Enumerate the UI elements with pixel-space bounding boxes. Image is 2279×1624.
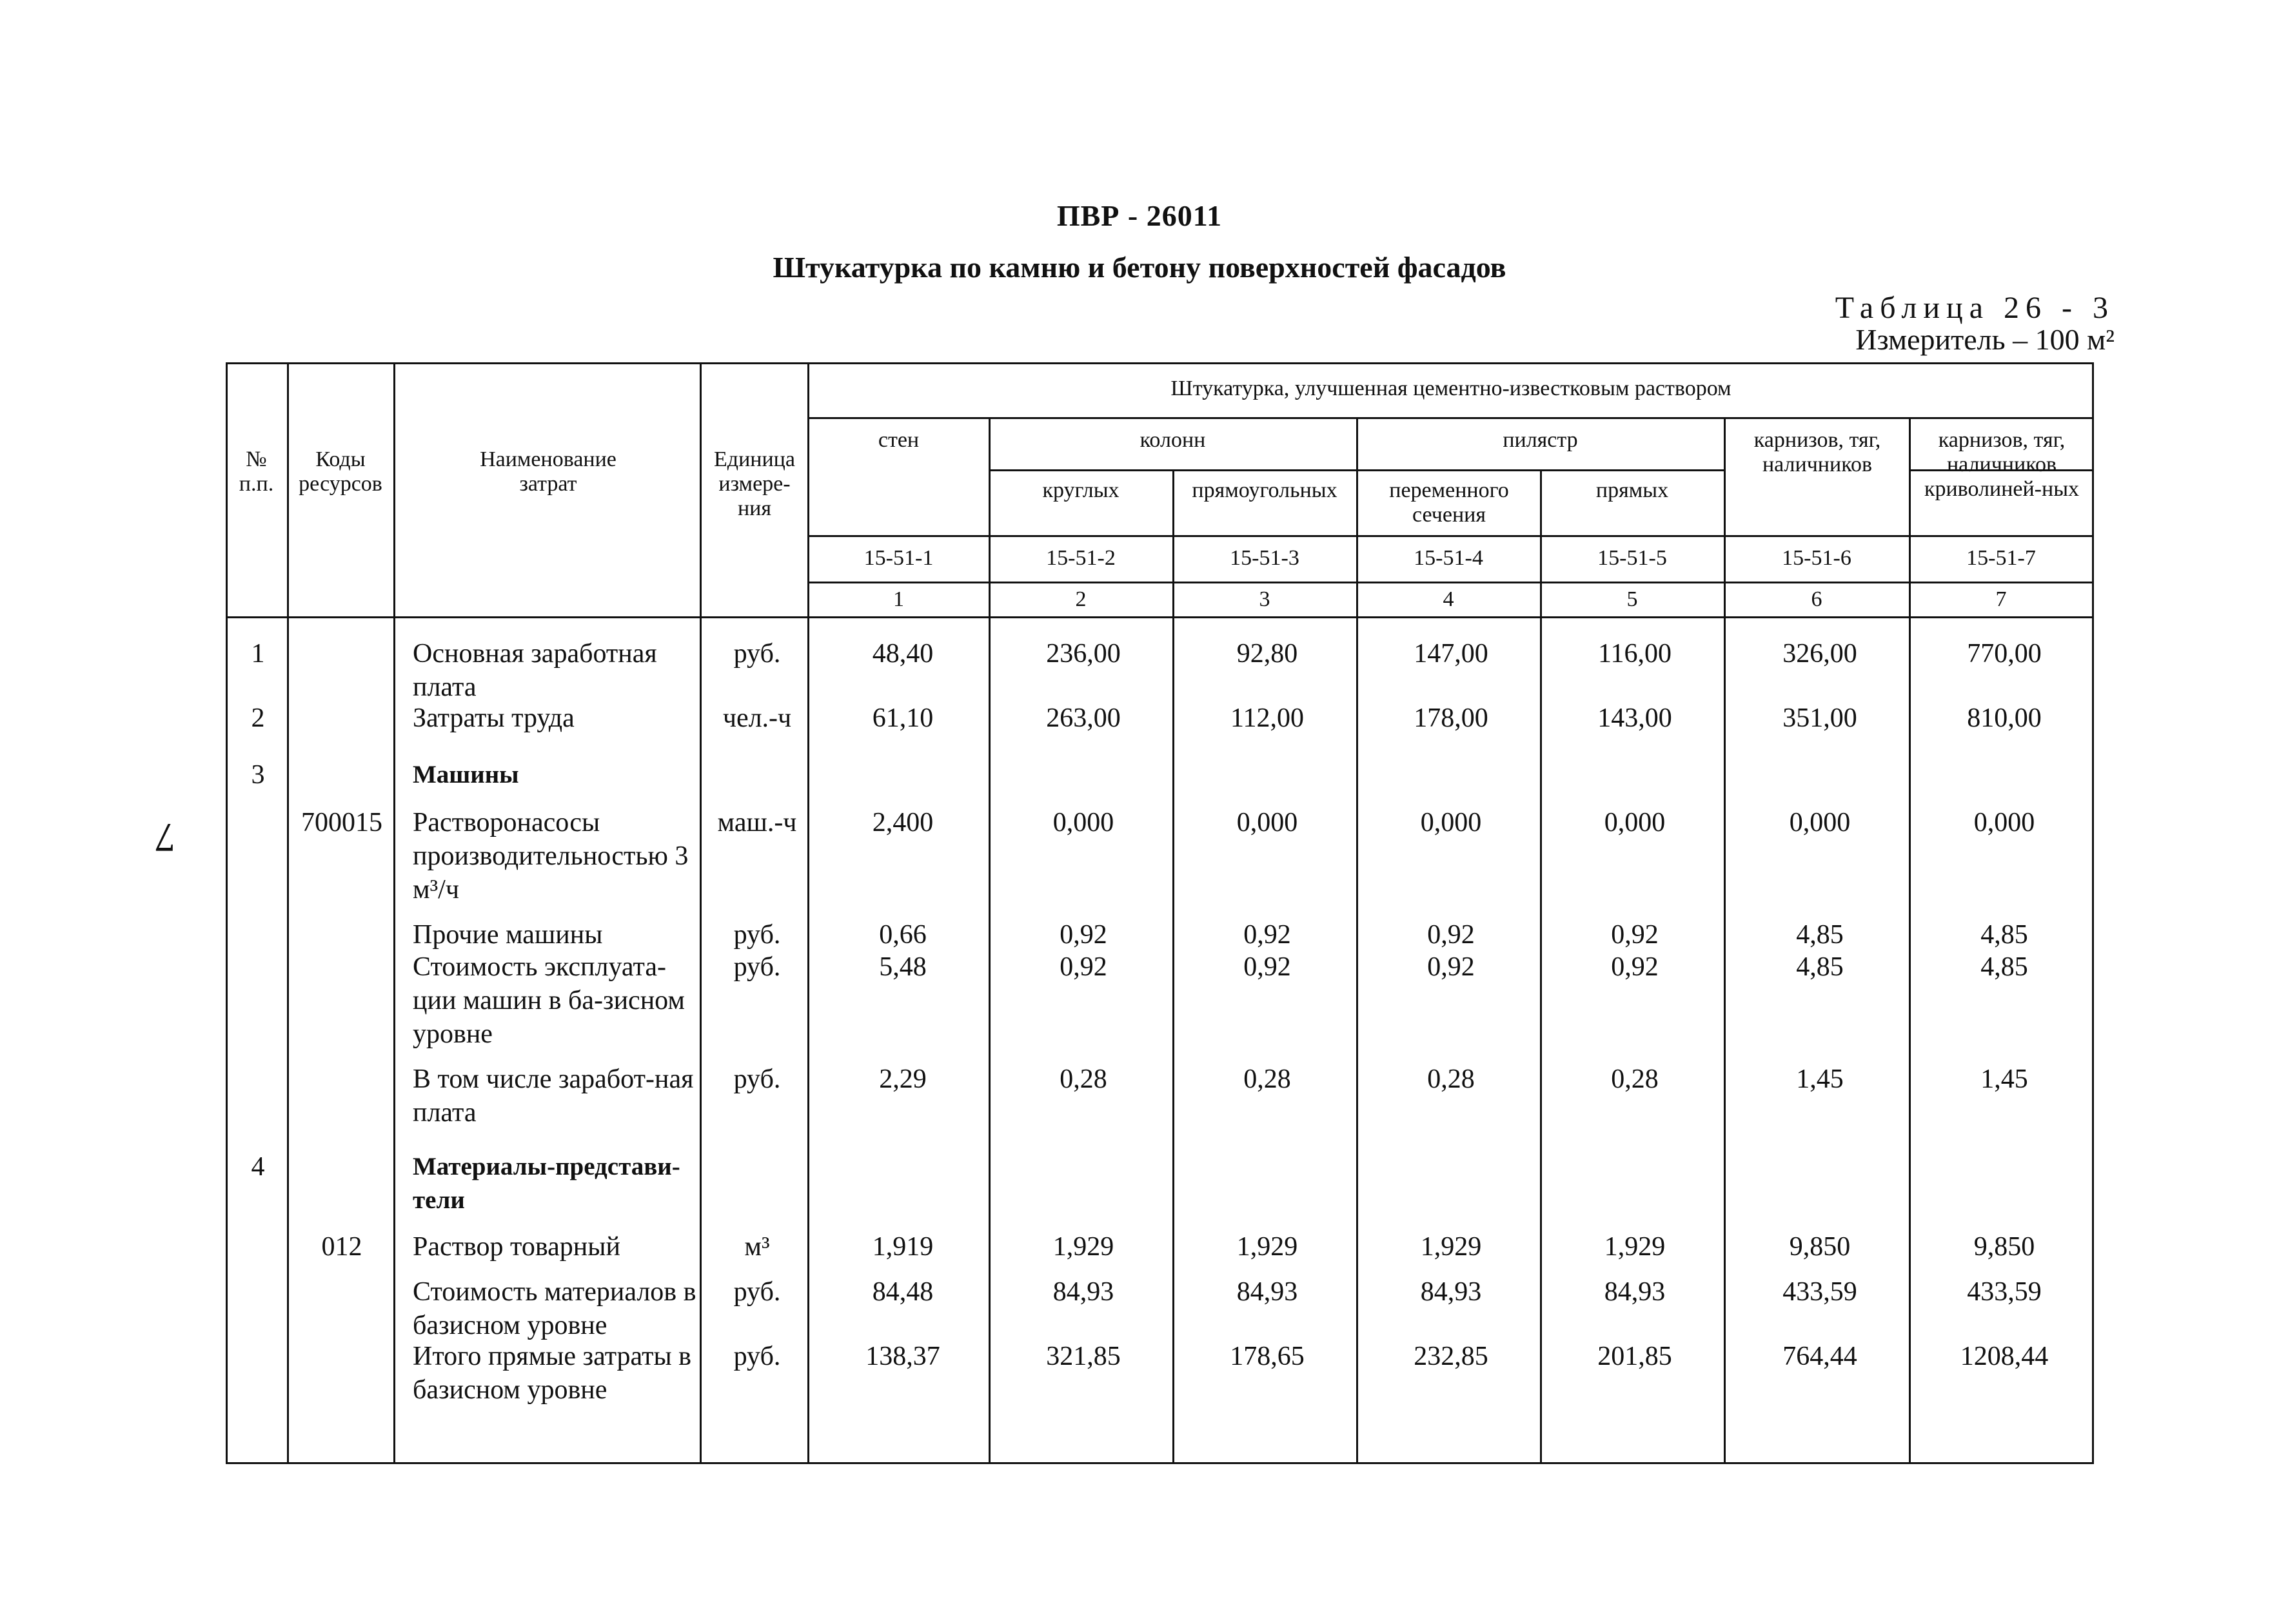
num-cell-3: 3 (1259, 587, 1270, 611)
value-cell: 0,000 (1420, 808, 1482, 837)
code-cell-1: 15-51-1 (863, 546, 934, 570)
resource-code: 700015 (301, 808, 382, 837)
num-cell-6: 6 (1811, 587, 1822, 611)
value-cell: 0,000 (1604, 808, 1666, 837)
value-cell: 1,929 (1052, 1232, 1114, 1262)
value-cell: 0,92 (1060, 920, 1107, 950)
value-cell: 178,65 (1230, 1342, 1305, 1371)
value-cell: 84,48 (872, 1277, 934, 1307)
value-cell: 0,28 (1611, 1064, 1659, 1094)
value-cell: 0,28 (1427, 1064, 1475, 1094)
header-steny: стен (878, 428, 920, 452)
value-cell: 1,45 (1796, 1064, 1844, 1094)
value-cell: 0,92 (1427, 952, 1475, 982)
unit: руб. (733, 1277, 781, 1307)
code-cell-2: 15-51-2 (1046, 546, 1116, 570)
value-cell: 351,00 (1782, 703, 1857, 733)
value-cell: 236,00 (1046, 639, 1121, 669)
value-cell: 147,00 (1414, 639, 1488, 669)
value-cell: 1208,44 (1960, 1342, 2049, 1371)
code-cell-7: 15-51-7 (1966, 546, 2036, 570)
value-cell: 0,000 (1789, 808, 1851, 837)
header-kruglyh: круглых (1042, 478, 1120, 502)
row-number: 1 (251, 639, 265, 669)
document-title: Штукатурка по камню и бетону поверхностей фасадов (773, 251, 1506, 284)
header-pryamyh: прямых (1595, 478, 1669, 502)
cost-name: Затраты труда (413, 703, 575, 733)
header-kolonn: колонн (1140, 428, 1206, 452)
value-cell: 0,92 (1427, 920, 1475, 950)
row-number: 3 (251, 760, 265, 790)
header-karnizov: карнизов, тяг, наличников (1753, 428, 1881, 476)
cost-name: Стоимость материалов в базисном уровне (413, 1277, 696, 1340)
value-cell: 263,00 (1046, 703, 1121, 733)
value-cell: 4,85 (1796, 952, 1844, 982)
value-cell: 1,919 (872, 1232, 934, 1262)
num-cell-5: 5 (1626, 587, 1638, 611)
measure-unit: Измеритель – 100 м² (1855, 323, 2115, 356)
value-cell: 112,00 (1230, 703, 1304, 733)
value-cell: 0,28 (1060, 1064, 1107, 1094)
table-number: Таблица 26 - 3 (1835, 291, 2115, 325)
cost-name: Основная заработная плата (413, 639, 657, 702)
value-cell: 0,28 (1243, 1064, 1291, 1094)
value-cell: 0,92 (1243, 952, 1291, 982)
value-cell: 178,00 (1414, 703, 1488, 733)
value-cell: 764,44 (1782, 1342, 1857, 1371)
value-cell: 1,929 (1604, 1232, 1666, 1262)
value-cell: 1,929 (1420, 1232, 1482, 1262)
cost-name: Растворонасосы производительностью 3 м³/ч (413, 808, 689, 905)
value-cell: 770,00 (1967, 639, 2042, 669)
code-cell-6: 15-51-6 (1782, 546, 1851, 570)
value-cell: 326,00 (1782, 639, 1857, 669)
code-cell-4: 15-51-4 (1414, 546, 1483, 570)
header-pryamoug: прямоугольных (1192, 478, 1337, 502)
header-codes: Коды ресурсов (299, 447, 382, 496)
value-cell: 232,85 (1414, 1342, 1488, 1371)
num-cell-7: 7 (1995, 587, 2007, 611)
unit: руб. (733, 920, 781, 950)
cost-name: Прочие машины (413, 920, 603, 950)
value-cell: 138,37 (865, 1342, 940, 1371)
value-cell: 0,92 (1611, 952, 1659, 982)
row-number: 2 (251, 703, 265, 733)
value-cell: 2,29 (879, 1064, 927, 1094)
value-cell: 61,10 (872, 703, 934, 733)
unit: руб. (733, 639, 781, 669)
unit: руб. (733, 1064, 781, 1094)
header-karnizov-kriv: карнизов, тяг, наличников криволиней-ных (1924, 428, 2080, 501)
value-cell: 9,850 (1789, 1232, 1851, 1262)
value-cell: 84,93 (1604, 1277, 1666, 1307)
unit: м³ (744, 1232, 770, 1262)
value-cell: 2,400 (872, 808, 934, 837)
value-cell: 143,00 (1597, 703, 1672, 733)
value-cell: 9,850 (1973, 1232, 2035, 1262)
value-cell: 5,48 (879, 952, 927, 982)
code-cell-3: 15-51-3 (1230, 546, 1299, 570)
value-cell: 84,93 (1236, 1277, 1298, 1307)
unit: маш.-ч (717, 808, 797, 837)
value-cell: 92,80 (1236, 639, 1298, 669)
num-cell-1: 1 (893, 587, 904, 611)
value-cell: 0,92 (1611, 920, 1659, 950)
value-cell: 1,45 (1980, 1064, 2028, 1094)
header-pilyastr: пилястр (1503, 428, 1578, 452)
header-unit: Единица измере-ния (714, 447, 795, 520)
value-cell: 0,92 (1060, 952, 1107, 982)
cost-name: Материалы-представи-тели (413, 1153, 680, 1214)
unit: руб. (733, 952, 781, 982)
num-cell-4: 4 (1443, 587, 1454, 611)
value-cell: 4,85 (1980, 952, 2028, 982)
cost-name: Машины (413, 761, 519, 788)
value-cell: 4,85 (1796, 920, 1844, 950)
header-name: Наименование затрат (480, 447, 617, 496)
num-cell-2: 2 (1075, 587, 1087, 611)
unit: чел.-ч (722, 703, 792, 733)
value-cell: 201,85 (1597, 1342, 1672, 1371)
row-number: 4 (251, 1152, 265, 1182)
unit: руб. (733, 1342, 781, 1371)
document-code: ПВР - 26011 (1056, 199, 1223, 232)
value-cell: 48,40 (872, 639, 934, 669)
value-cell: 1,929 (1236, 1232, 1298, 1262)
value-cell: 0,92 (1243, 920, 1291, 950)
value-cell: 0,000 (1973, 808, 2035, 837)
value-cell: 0,66 (879, 920, 927, 950)
cost-name: Стоимость эксплуата-ции машин в ба-зисном уровне (413, 952, 685, 1049)
cost-name: В том числе заработ-ная плата (413, 1064, 694, 1128)
value-cell: 321,85 (1046, 1342, 1121, 1371)
cost-name: Раствор товарный (413, 1232, 620, 1262)
value-cell: 84,93 (1052, 1277, 1114, 1307)
value-cell: 433,59 (1967, 1277, 2042, 1307)
value-cell: 0,000 (1236, 808, 1298, 837)
value-cell: 116,00 (1598, 639, 1672, 669)
value-cell: 810,00 (1967, 703, 2042, 733)
header-pp: № п.п. (239, 447, 274, 496)
cost-name: Итого прямые затраты в базисном уровне (413, 1342, 692, 1405)
value-cell: 0,000 (1052, 808, 1114, 837)
code-cell-5: 15-51-5 (1597, 546, 1667, 570)
header-group: Штукатурка, улучшенная цементно-известковым раствором (1170, 377, 1731, 400)
value-cell: 4,85 (1980, 920, 2028, 950)
value-cell: 433,59 (1782, 1277, 1857, 1307)
resource-code: 012 (321, 1232, 362, 1262)
page-mark: 7 (155, 815, 175, 861)
value-cell: 84,93 (1420, 1277, 1482, 1307)
header-peremen: переменного сечения (1389, 478, 1509, 527)
